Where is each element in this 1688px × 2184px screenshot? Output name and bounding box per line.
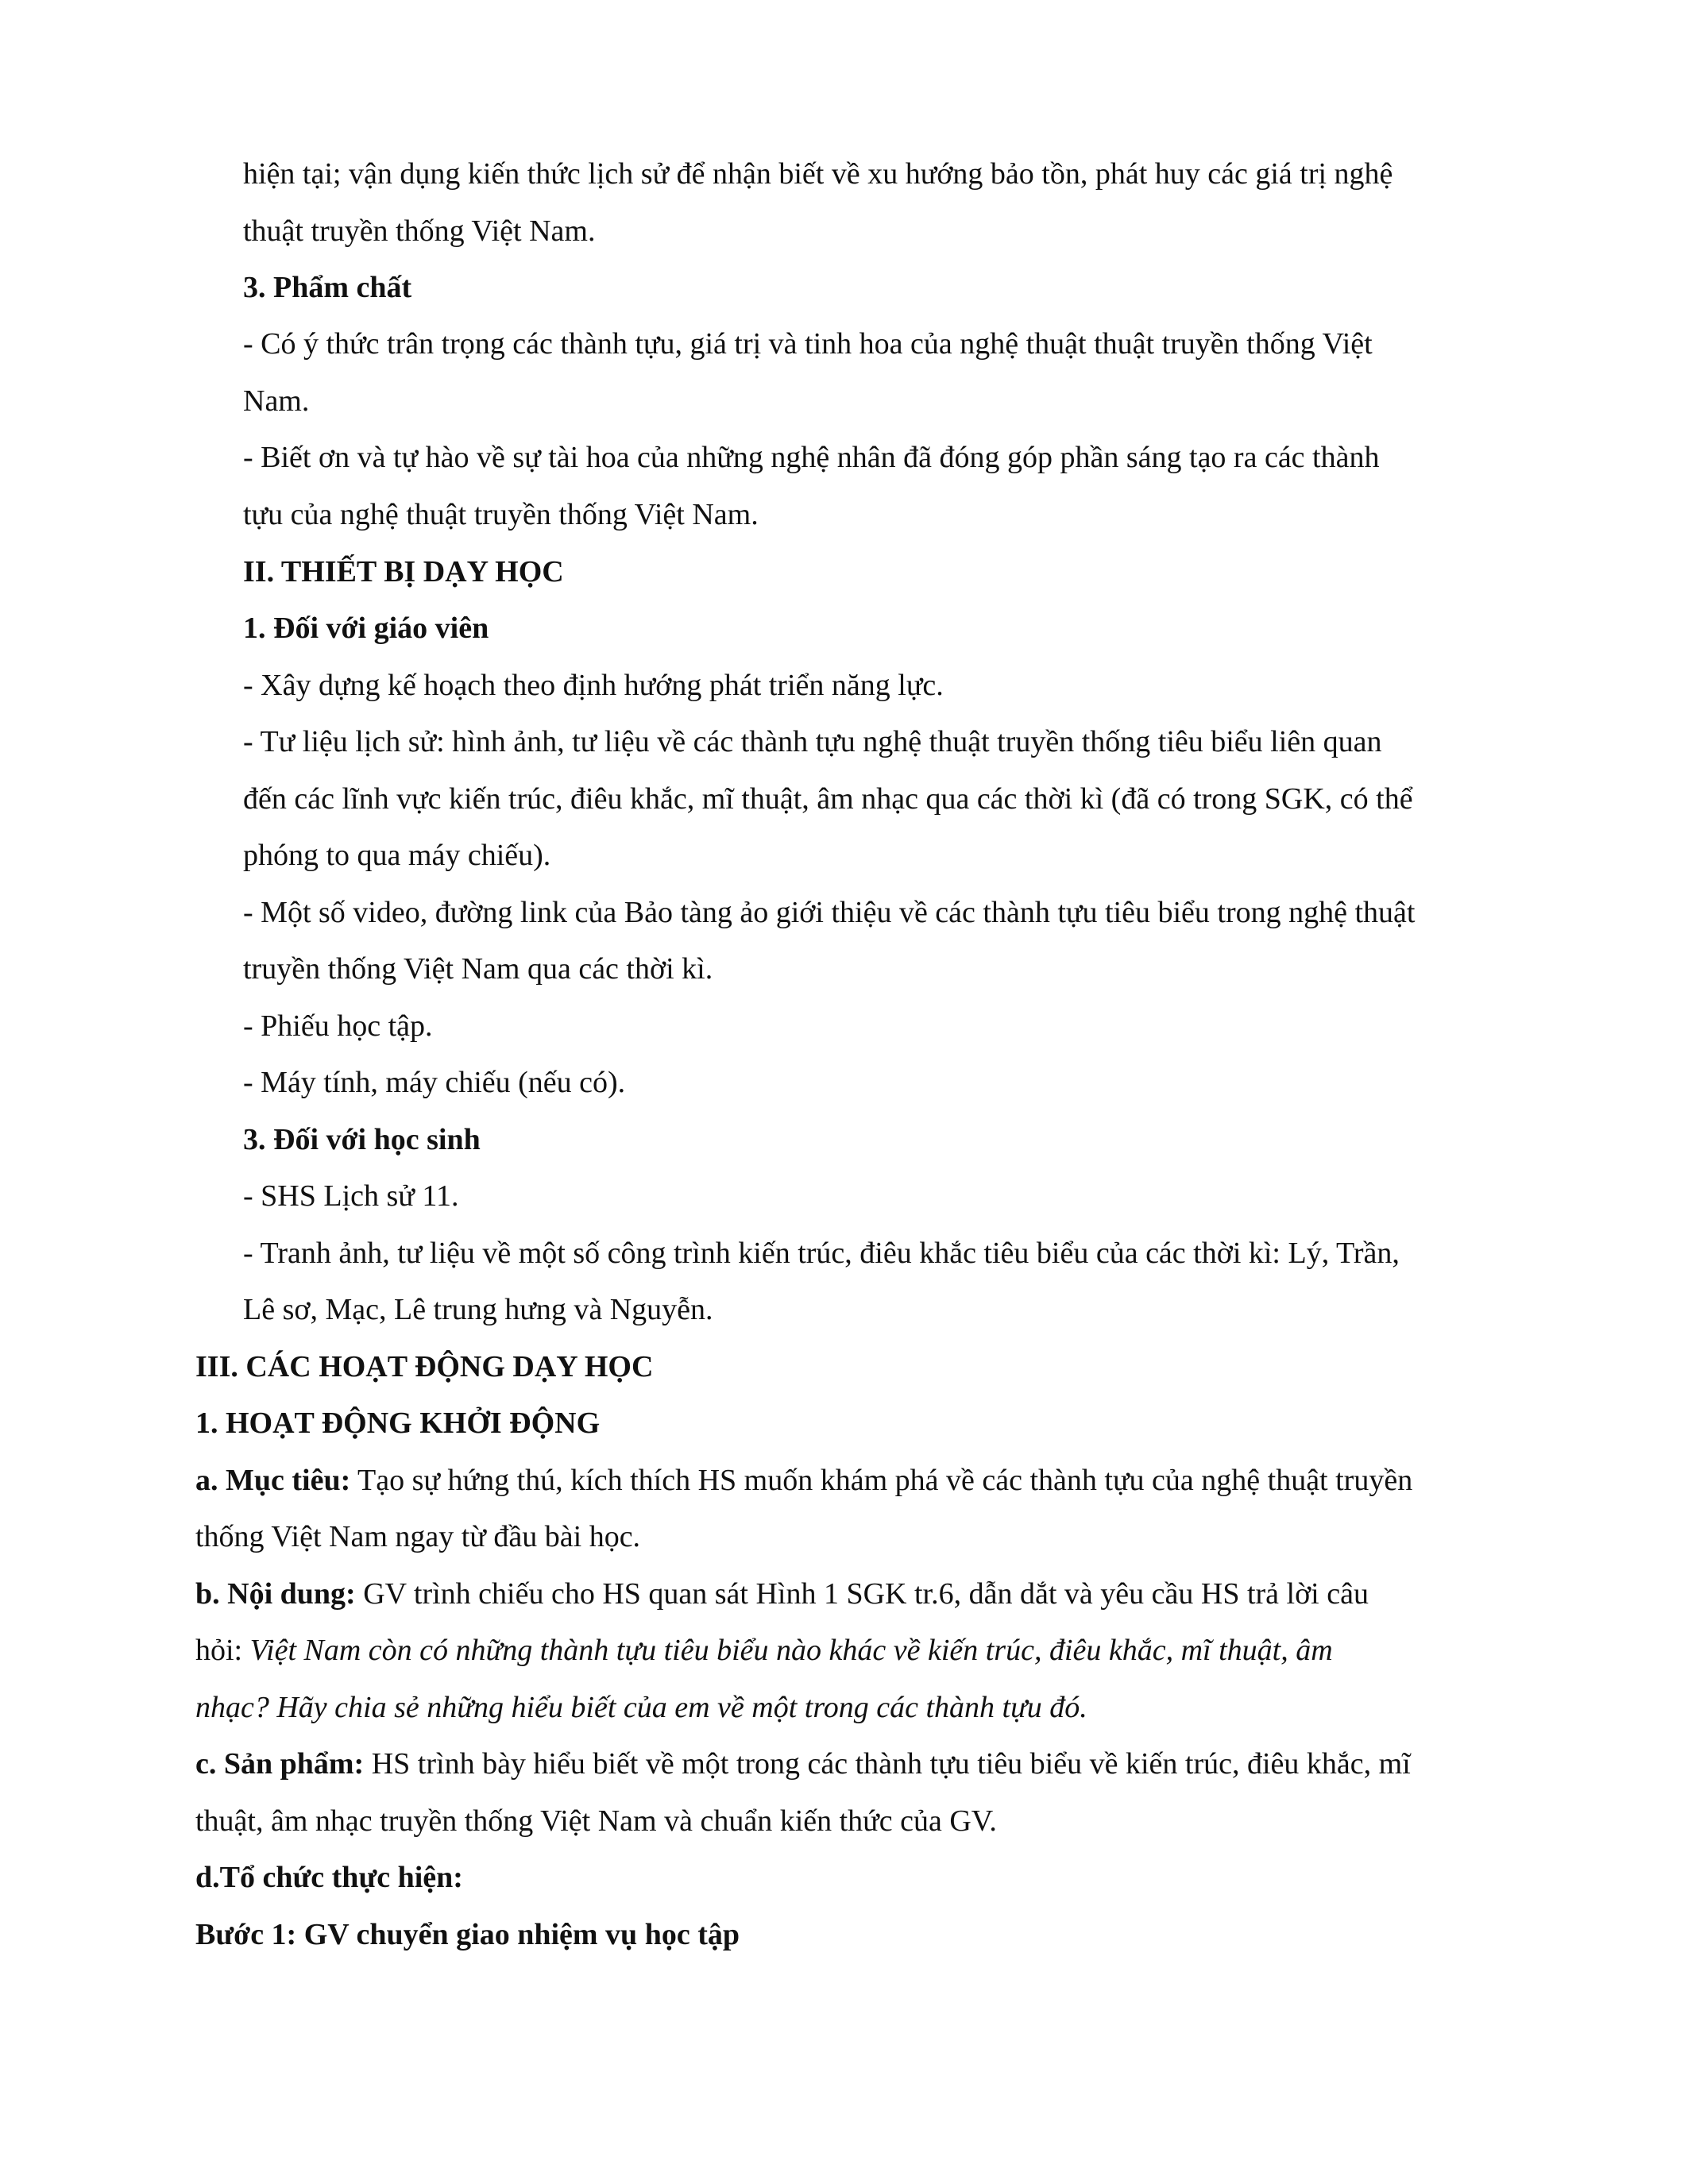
text-line: thuật truyền thống Việt Nam.	[243, 214, 596, 248]
text-line: - SHS Lịch sử 11.	[243, 1179, 459, 1213]
text-line: - Tư liệu lịch sử: hình ảnh, tư liệu về các thành tựu nghệ thuật truyền thống tiêu biểu liên quan	[243, 725, 1382, 758]
text-line: - Máy tính, máy chiếu (nếu có).	[243, 1066, 626, 1099]
muc-tieu-text: Tạo sự hứng thú, kích thích HS muốn khám phá về các thành tựu của nghệ thuật truyền	[350, 1464, 1413, 1497]
heading-giao-vien: 1. Đối với giáo viên	[243, 612, 489, 645]
text-line: - Xây dựng kế hoạch theo định hướng phát triển năng lực.	[243, 669, 944, 702]
heading-to-chuc: d.Tổ chức thực hiện:	[195, 1861, 463, 1894]
noi-dung-line	[195, 1576, 1369, 1612]
text-line: Lê sơ, Mạc, Lê trung hưng và Nguyễn.	[243, 1293, 713, 1326]
heading-pham-chat: 3. Phẩm chất	[243, 271, 412, 304]
text-line: - Có ý thức trân trọng các thành tựu, giá trị và tinh hoa của nghệ thuật thuật truyền thống Việt	[243, 327, 1373, 361]
san-pham-label: c. Sản phẩm:	[195, 1747, 365, 1781]
heading-thiet-bi: II. THIẾT BỊ DẠY HỌC	[243, 555, 564, 588]
text-line: Nam.	[243, 384, 310, 418]
text-line: phóng to qua máy chiếu).	[243, 839, 551, 872]
question-text-cont: nhạc? Hãy chia sẻ những hiểu biết của em về một trong các thành tựu đó.	[195, 1691, 1087, 1724]
noi-dung-label: b. Nội dung:	[195, 1577, 356, 1611]
text-line: thuật, âm nhạc truyền thống Việt Nam và chuẩn kiến thức của GV.	[195, 1804, 997, 1838]
text-line: tựu của nghệ thuật truyền thống Việt Nam.	[243, 498, 759, 531]
heading-buoc-1: Bước 1: GV chuyển giao nhiệm vụ học tập	[195, 1918, 740, 1951]
heading-khoi-dong: 1. HOẠT ĐỘNG KHỞI ĐỘNG	[195, 1406, 601, 1440]
san-pham-text: HS trình bày hiểu biết về một trong các thành tựu tiêu biểu về kiến trúc, điêu khắc, mĩ	[364, 1747, 1411, 1781]
text-line: thống Việt Nam ngay từ đầu bài học.	[195, 1520, 641, 1553]
text-line: truyền thống Việt Nam qua các thời kì.	[243, 952, 713, 986]
noi-dung-text: GV trình chiếu cho HS quan sát Hình 1 SGK tr.6, dẫn dắt và yêu cầu HS trả lời câu	[355, 1577, 1369, 1611]
text-line: hiện tại; vận dụng kiến thức lịch sử để nhận biết về xu hướng bảo tồn, phát huy các giá trị nghệ	[243, 157, 1393, 191]
text-line: đến các lĩnh vực kiến trúc, điêu khắc, mĩ thuật, âm nhạc qua các thời kì (đã có trong SGK, có thể	[243, 782, 1413, 816]
heading-hoc-sinh: 3. Đối với học sinh	[243, 1123, 481, 1156]
question-prefix: hỏi:	[195, 1634, 250, 1667]
san-pham-line	[195, 1746, 1411, 1782]
text-line: - Một số video, đường link của Bảo tàng ảo giới thiệu về các thành tựu tiêu biểu trong nghệ thuật	[243, 896, 1416, 929]
question-line	[195, 1632, 1333, 1669]
question-text: Việt Nam còn có những thành tựu tiêu biểu nào khác về kiến trúc, điêu khắc, mĩ thuật, âm	[249, 1634, 1333, 1667]
muc-tieu-line	[195, 1462, 1412, 1499]
heading-hoat-dong: III. CÁC HOẠT ĐỘNG DẠY HỌC	[195, 1350, 654, 1383]
text-line: - Tranh ảnh, tư liệu về một số công trình kiến trúc, điêu khắc tiêu biểu của các thời kì: Lý, Trần,	[243, 1237, 1400, 1270]
text-line: - Phiếu học tập.	[243, 1009, 433, 1043]
text-line: - Biết ơn và tự hào về sự tài hoa của những nghệ nhân đã đóng góp phần sáng tạo ra các thành	[243, 441, 1380, 474]
muc-tieu-label: a. Mục tiêu:	[195, 1464, 351, 1497]
